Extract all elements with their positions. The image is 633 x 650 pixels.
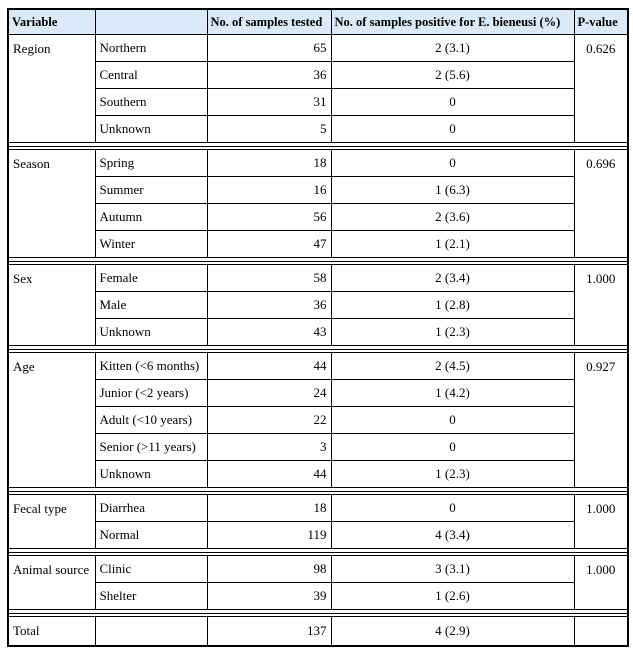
- table-row: [8, 231, 628, 258]
- col-header-samples-tested: No. of samples tested: [207, 9, 331, 35]
- subcategory-cell: Winter: [95, 231, 207, 258]
- table-row: [8, 292, 628, 319]
- subcategory-cell: Autumn: [95, 204, 207, 231]
- samples-positive-cell: 1 (2.1): [331, 231, 574, 258]
- col-header-samples-positive: No. of samples positive for E. bieneusi (%): [331, 9, 574, 35]
- samples-tested-cell: 65: [207, 35, 331, 62]
- samples-tested-cell: 22: [207, 407, 331, 434]
- total-label-cell: Total: [8, 617, 95, 647]
- col-header-variable: Variable: [8, 9, 95, 35]
- samples-positive-cell: 2 (3.6): [331, 204, 574, 231]
- samples-positive-cell: 0: [331, 116, 574, 143]
- variable-cell: Fecal type: [8, 495, 95, 549]
- samples-positive-cell: 0: [331, 434, 574, 461]
- samples-tested-cell: 24: [207, 380, 331, 407]
- total-samples-positive-cell: 4 (2.9): [331, 617, 574, 647]
- total-subcategory-cell: [95, 617, 207, 647]
- variable-cell: Animal source: [8, 556, 95, 610]
- samples-positive-cell: 1 (4.2): [331, 380, 574, 407]
- subcategory-cell: Adult (<10 years): [95, 407, 207, 434]
- subcategory-cell: Unknown: [95, 116, 207, 143]
- samples-tested-cell: 36: [207, 292, 331, 319]
- samples-positive-cell: 3 (3.1): [331, 556, 574, 583]
- table-row: [8, 556, 628, 583]
- subcategory-cell: Normal: [95, 522, 207, 549]
- samples-positive-cell: 1 (2.8): [331, 292, 574, 319]
- subcategory-cell: Spring: [95, 150, 207, 177]
- table-row: [8, 380, 628, 407]
- table-row: [8, 583, 628, 610]
- p-value-cell: 0.927: [574, 353, 628, 488]
- samples-tested-cell: 119: [207, 522, 331, 549]
- samples-tested-cell: 56: [207, 204, 331, 231]
- samples-positive-cell: 2 (5.6): [331, 62, 574, 89]
- samples-positive-cell: 1 (2.3): [331, 461, 574, 488]
- subcategory-cell: Clinic: [95, 556, 207, 583]
- subcategory-cell: Female: [95, 265, 207, 292]
- table-row: [8, 35, 628, 62]
- samples-tested-cell: 31: [207, 89, 331, 116]
- samples-positive-cell: 0: [331, 89, 574, 116]
- col-header-p-value: P-value: [574, 9, 628, 35]
- subcategory-cell: Unknown: [95, 319, 207, 346]
- samples-positive-cell: 1 (6.3): [331, 177, 574, 204]
- table-row: [8, 461, 628, 488]
- samples-tested-cell: 16: [207, 177, 331, 204]
- samples-tested-cell: 44: [207, 353, 331, 380]
- samples-positive-cell: 0: [331, 495, 574, 522]
- variable-cell: Region: [8, 35, 95, 143]
- samples-positive-cell: 2 (4.5): [331, 353, 574, 380]
- table-row: [8, 353, 628, 380]
- samples-positive-cell: 1 (2.6): [331, 583, 574, 610]
- samples-tested-cell: 39: [207, 583, 331, 610]
- samples-tested-cell: 43: [207, 319, 331, 346]
- variable-cell: Sex: [8, 265, 95, 346]
- p-value-cell: 0.626: [574, 35, 628, 143]
- p-value-cell: 1.000: [574, 495, 628, 549]
- samples-tested-cell: 58: [207, 265, 331, 292]
- header-row: [8, 9, 628, 35]
- samples-tested-cell: 36: [207, 62, 331, 89]
- total-row: [8, 617, 628, 647]
- table-row: [8, 177, 628, 204]
- total-p-value-cell: [574, 617, 628, 647]
- p-value-cell: 1.000: [574, 265, 628, 346]
- subcategory-cell: Kitten (<6 months): [95, 353, 207, 380]
- samples-tested-cell: 47: [207, 231, 331, 258]
- table-row: [8, 522, 628, 549]
- samples-positive-cell: 2 (3.4): [331, 265, 574, 292]
- prevalence-table: [7, 8, 629, 647]
- subcategory-cell: Southern: [95, 89, 207, 116]
- subcategory-cell: Unknown: [95, 461, 207, 488]
- table-row: [8, 319, 628, 346]
- samples-tested-cell: 3: [207, 434, 331, 461]
- subcategory-cell: Central: [95, 62, 207, 89]
- samples-tested-cell: 18: [207, 495, 331, 522]
- samples-positive-cell: 1 (2.3): [331, 319, 574, 346]
- samples-tested-cell: 44: [207, 461, 331, 488]
- samples-positive-cell: 0: [331, 407, 574, 434]
- subcategory-cell: Northern: [95, 35, 207, 62]
- subcategory-cell: Junior (<2 years): [95, 380, 207, 407]
- col-header-subcategory: [95, 9, 207, 35]
- table-row: [8, 89, 628, 116]
- total-samples-tested-cell: 137: [207, 617, 331, 647]
- table-row: [8, 116, 628, 143]
- variable-cell: Age: [8, 353, 95, 488]
- samples-positive-cell: 4 (3.4): [331, 522, 574, 549]
- table-row: [8, 204, 628, 231]
- samples-tested-cell: 98: [207, 556, 331, 583]
- table-row: [8, 434, 628, 461]
- samples-positive-cell: 0: [331, 150, 574, 177]
- table-row: [8, 407, 628, 434]
- table-row: [8, 495, 628, 522]
- table-row: [8, 265, 628, 292]
- p-value-cell: 1.000: [574, 556, 628, 610]
- table-row: [8, 150, 628, 177]
- subcategory-cell: Senior (>11 years): [95, 434, 207, 461]
- p-value-cell: 0.696: [574, 150, 628, 258]
- subcategory-cell: Male: [95, 292, 207, 319]
- samples-tested-cell: 18: [207, 150, 331, 177]
- table-row: [8, 62, 628, 89]
- variable-cell: Season: [8, 150, 95, 258]
- samples-positive-cell: 2 (3.1): [331, 35, 574, 62]
- subcategory-cell: Diarrhea: [95, 495, 207, 522]
- samples-tested-cell: 5: [207, 116, 331, 143]
- subcategory-cell: Summer: [95, 177, 207, 204]
- subcategory-cell: Shelter: [95, 583, 207, 610]
